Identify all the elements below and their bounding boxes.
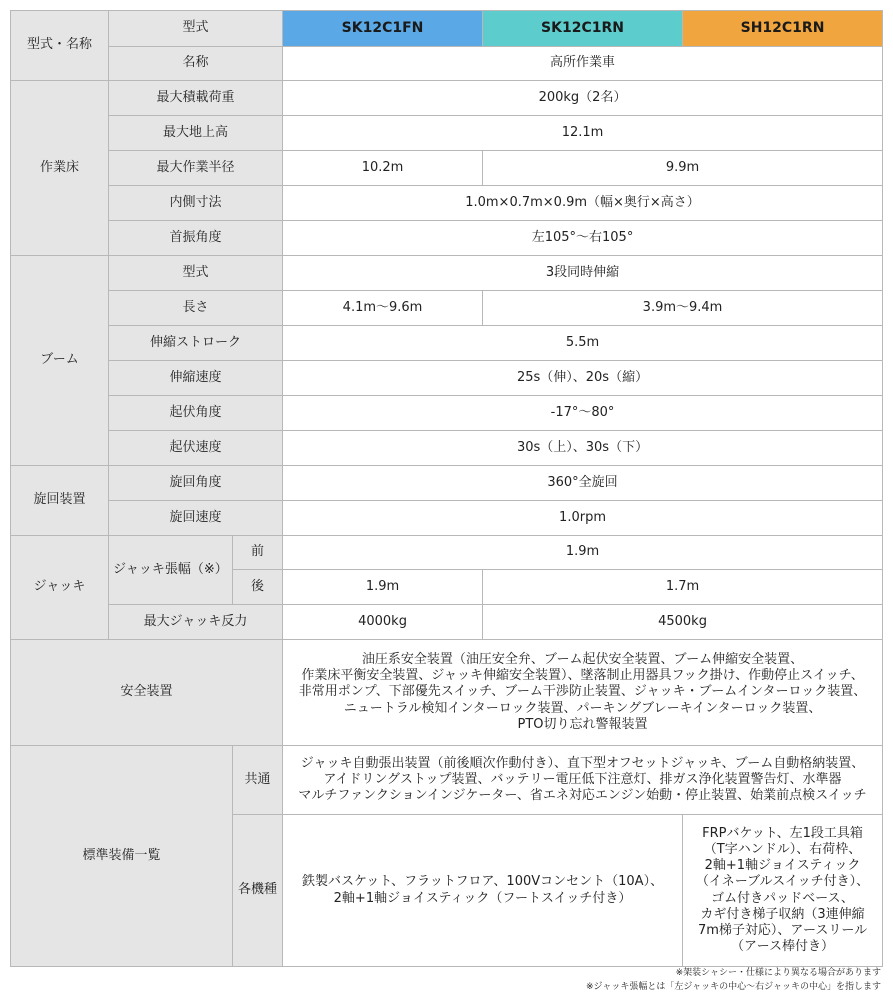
safety-line: 作業床平衡安全装置、ジャッキ伸縮安全装置）、墜落制止用器具フック掛け、作動停止スイッチ、 — [301, 668, 864, 684]
jack-rear-label: 後 — [233, 570, 283, 605]
max-radius-rn-value: 9.9m — [483, 151, 883, 186]
slew-angle-label: 旋回角度 — [109, 466, 283, 501]
sh-equipment-list — [683, 815, 883, 967]
common-label: 共通 — [233, 746, 283, 815]
luff-speed-label: 起伏速度 — [109, 431, 283, 466]
footnotes — [586, 966, 881, 994]
boom-length-label: 長さ — [109, 291, 283, 326]
slewing-category: 旋回装置 — [11, 466, 109, 536]
sh-line: 2軸+1軸ジョイスティック — [704, 858, 861, 873]
max-radius-fn-value: 10.2m — [283, 151, 483, 186]
max-height-value: 12.1m — [283, 116, 883, 151]
sh-line: 7m梯子対応）、アースリール — [697, 923, 868, 938]
safety-category: 安全装置 — [11, 640, 283, 746]
model-name-category: 型式・名称 — [11, 11, 109, 81]
jack-width-label: ジャッキ張幅（※） — [109, 536, 233, 605]
name-label: 名称 — [109, 47, 283, 81]
sh-line: （T字ハンドル）、右荷枠、 — [703, 841, 862, 857]
model-sk12c1rn-header: SK12C1RN — [483, 11, 683, 47]
safety-line: 非常用ポンプ、下部優先スイッチ、ブーム干渉防止装置、ジャッキ・ブームインターロック装置、 — [298, 684, 867, 700]
safety-line: ニュートラル検知インターロック装置、パーキングブレーキインターロック装置、 — [343, 700, 822, 716]
jack-reaction-label: 最大ジャッキ反力 — [109, 605, 283, 640]
tele-speed-label: 伸縮速度 — [109, 361, 283, 396]
jack-reaction-rn-value: 4500kg — [483, 605, 883, 640]
max-height-label: 最大地上高 — [109, 116, 283, 151]
safety-line: PTO切り忘れ警報装置 — [517, 716, 648, 732]
sh-line: FRPバケット、左1段工具箱 — [702, 825, 863, 841]
spec-table — [10, 10, 883, 967]
name-value: 高所作業車 — [283, 47, 883, 81]
common-equipment-list — [283, 746, 883, 815]
boom-stroke-label: 伸縮ストローク — [109, 326, 283, 361]
inner-dim-value: 1.0m×0.7m×0.9m（幅×奥行×高さ） — [283, 186, 883, 221]
jack-category: ジャッキ — [11, 536, 109, 640]
sh-line: （イネーブルスイッチ付き）、 — [695, 874, 870, 890]
sh-line: ゴム付きパッドベース、 — [711, 890, 854, 906]
jack-front-value: 1.9m — [283, 536, 883, 570]
jack-rear-rn-value: 1.7m — [483, 570, 883, 605]
sk-line: 鉄製バスケット、フラットフロア、100Vコンセント（10A）、 — [301, 874, 664, 890]
luff-speed-value: 30s（上）、30s（下） — [283, 431, 883, 466]
slew-angle-value: 360°全旋回 — [283, 466, 883, 501]
boom-stroke-value: 5.5m — [283, 326, 883, 361]
max-radius-label: 最大作業半径 — [109, 151, 283, 186]
jack-reaction-fn-value: 4000kg — [283, 605, 483, 640]
model-sk12c1fn-header: SK12C1FN — [283, 11, 483, 47]
model-sh12c1rn-header: SH12C1RN — [683, 11, 883, 47]
boom-length-rn-value: 3.9m〜9.4m — [483, 291, 883, 326]
inner-dim-label: 内側寸法 — [109, 186, 283, 221]
max-load-value: 200kg（2名） — [283, 81, 883, 116]
footnote: ※ジャッキ張幅とは「左ジャッキの中心〜右ジャッキの中心」を指します — [585, 982, 881, 992]
slew-speed-value: 1.0rpm — [283, 501, 883, 536]
safety-line: 油圧系安全装置（油圧安全弁、ブーム起伏安全装置、ブーム伸縮安全装置、 — [361, 651, 804, 667]
safety-devices-list — [283, 640, 883, 746]
boom-length-fn-value: 4.1m〜9.6m — [283, 291, 483, 326]
standard-equipment-category: 標準装備一覧 — [11, 746, 233, 967]
common-line: アイドリングストップ装置、バッテリー電圧低下注意灯、排ガス浄化装置警告灯、水準器 — [323, 771, 842, 787]
boom-type-label: 型式 — [109, 256, 283, 291]
sk-line: 2軸+1軸ジョイスティック（フートスイッチ付き） — [333, 890, 632, 906]
common-line: マルチファンクションインジケーター、省エネ対応エンジン始動・停止装置、始業前点検スイッチ — [298, 788, 867, 804]
swing-angle-value: 左105°〜右105° — [283, 221, 883, 256]
jack-rear-fn-value: 1.9m — [283, 570, 483, 605]
boom-category: ブーム — [11, 256, 109, 466]
sh-line: （アース棒付き） — [731, 939, 834, 955]
luff-angle-value: -17°〜80° — [283, 396, 883, 431]
platform-category: 作業床 — [11, 81, 109, 256]
common-line: ジャッキ自動張出装置（前後順次作動付き）、直下型オフセットジャッキ、ブーム自動格納装置、 — [300, 755, 865, 771]
sk-equipment-list — [283, 815, 683, 967]
boom-type-value: 3段同時伸縮 — [283, 256, 883, 291]
jack-front-label: 前 — [233, 536, 283, 570]
tele-speed-value: 25s（伸）、20s（縮） — [283, 361, 883, 396]
footnote: ※架装シャシー・仕様により異なる場合があります — [675, 968, 881, 978]
swing-angle-label: 首振角度 — [109, 221, 283, 256]
model-label: 型式 — [109, 11, 283, 47]
sh-line: カギ付き梯子収納（3連伸縮 — [700, 906, 865, 922]
luff-angle-label: 起伏角度 — [109, 396, 283, 431]
slew-speed-label: 旋回速度 — [109, 501, 283, 536]
max-load-label: 最大積載荷重 — [109, 81, 283, 116]
each-model-label: 各機種 — [233, 815, 283, 967]
